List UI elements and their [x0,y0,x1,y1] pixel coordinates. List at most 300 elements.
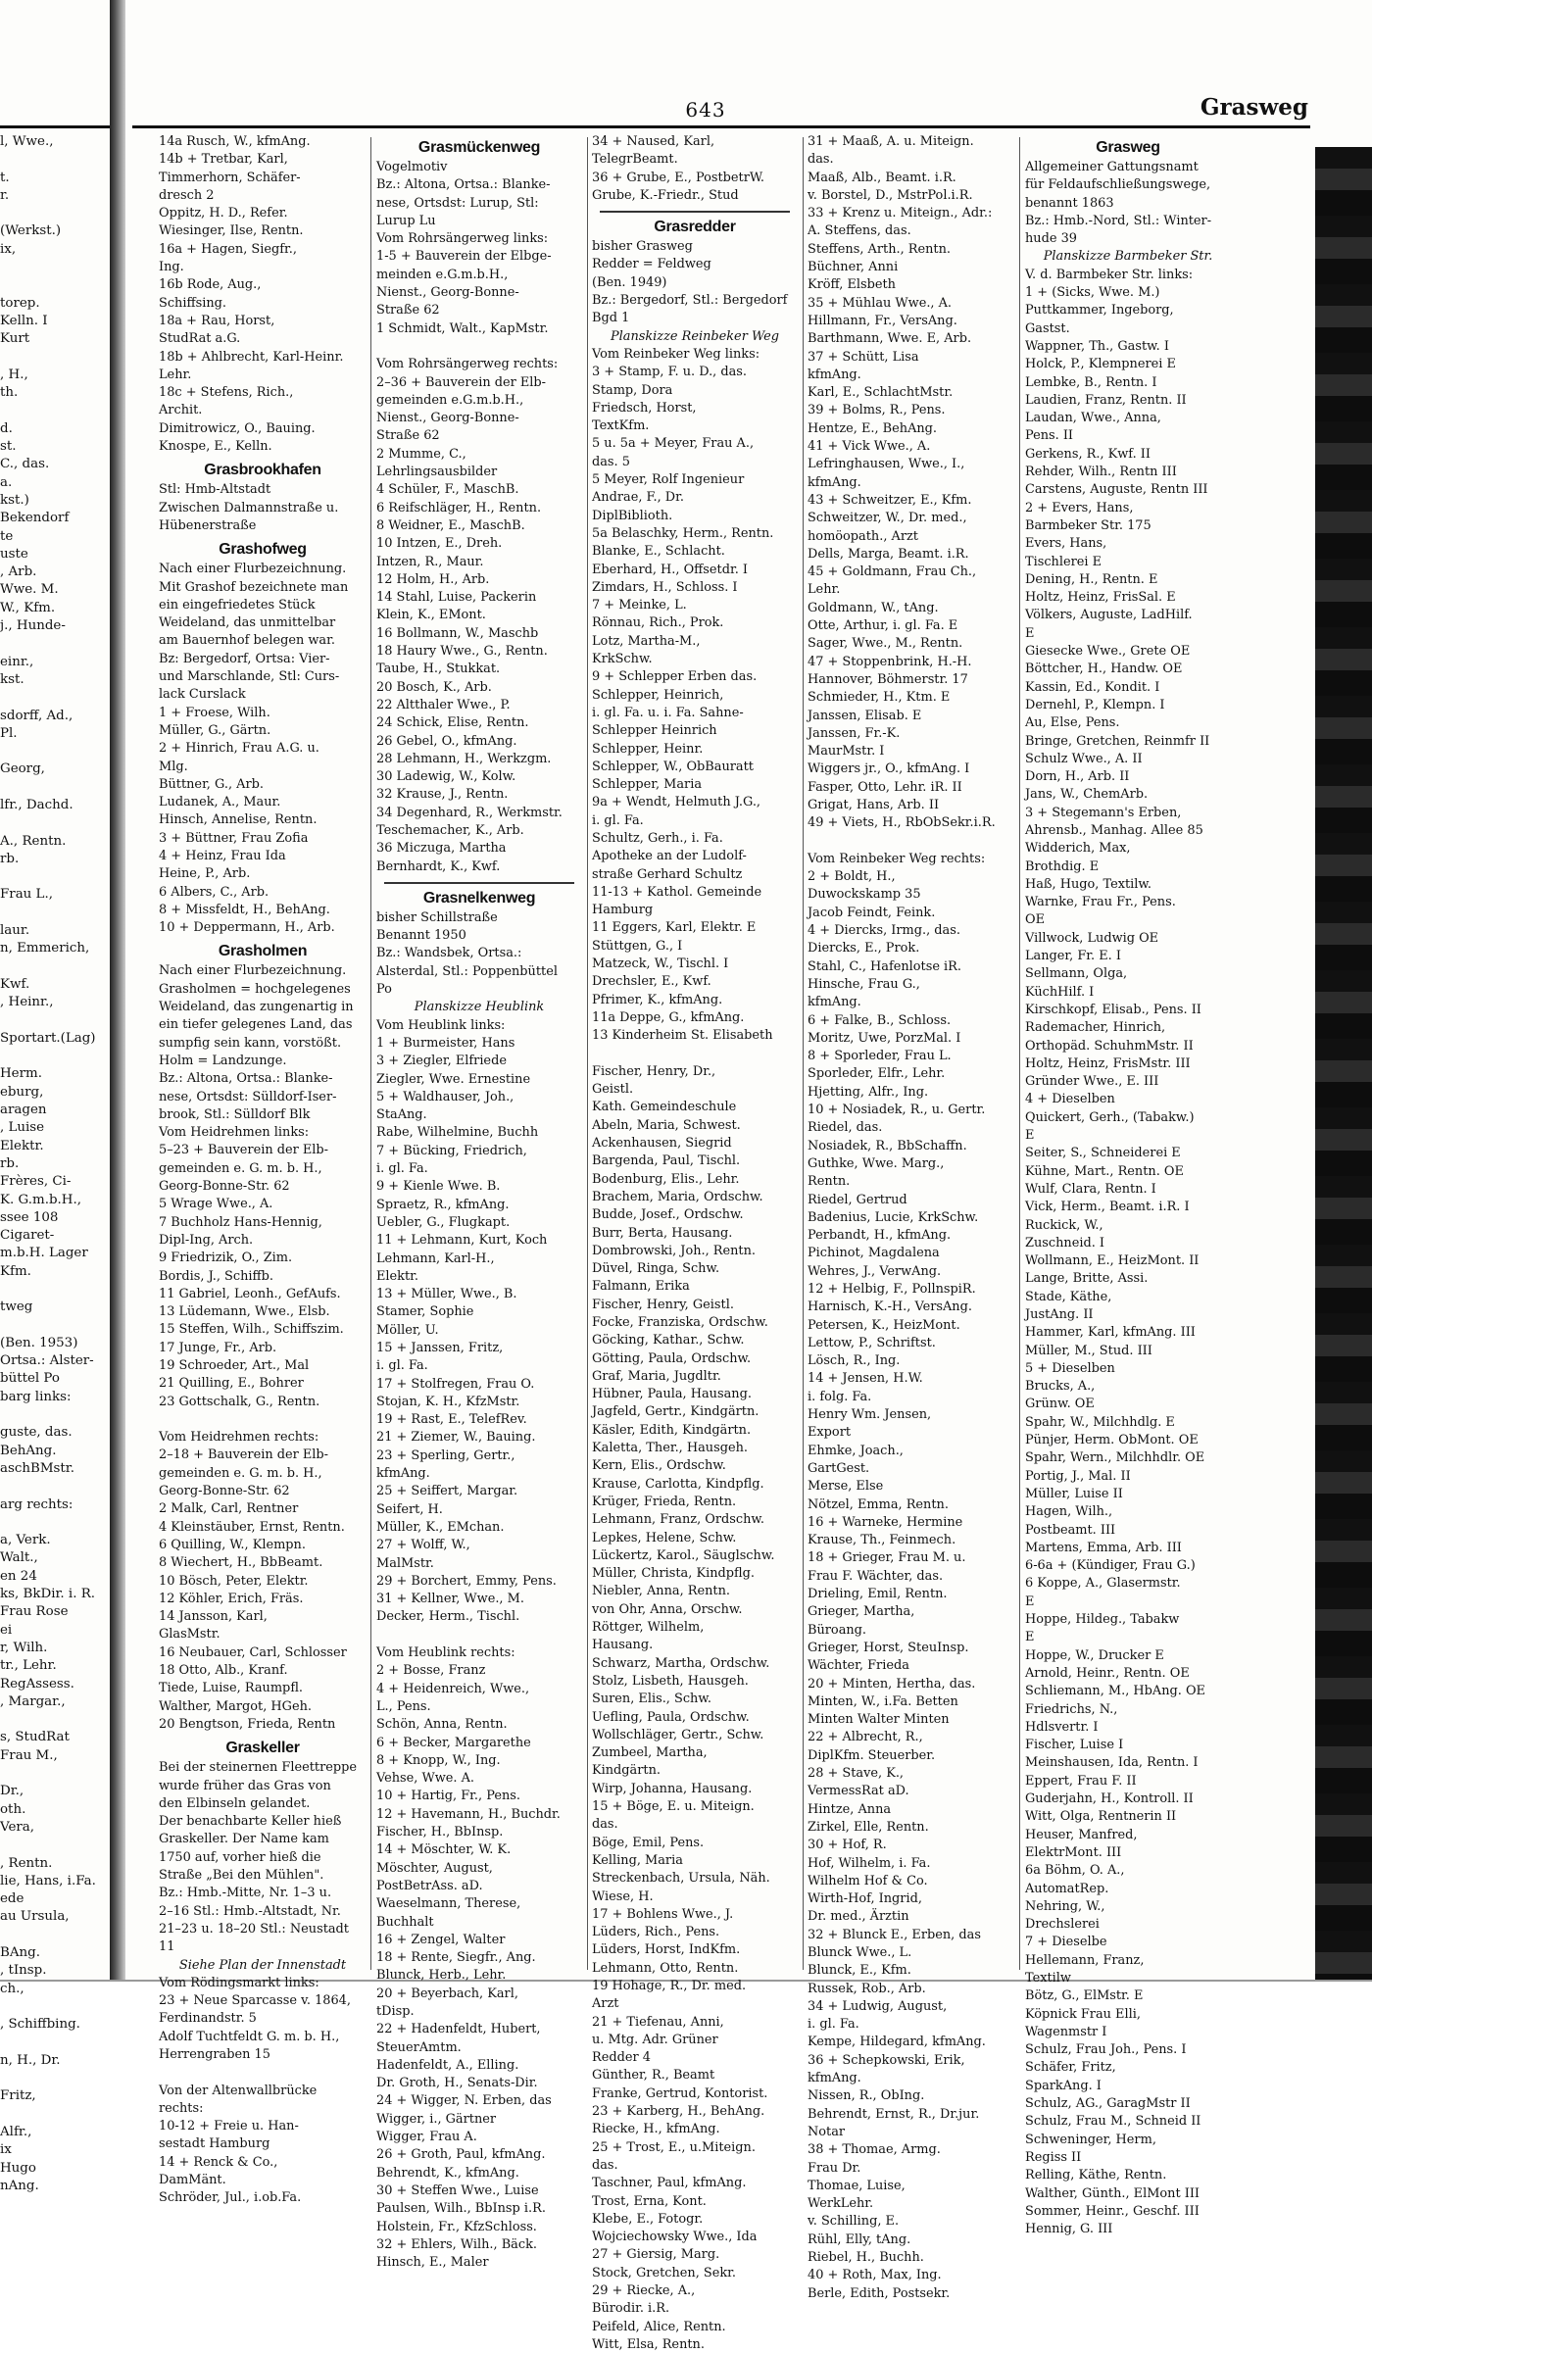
directory-entry-line: Böttcher, H., Handw. OE [1025,662,1183,677]
directory-entry-line: 17 Junge, Fr., Arb. [159,1340,277,1355]
directory-entry-line: SteuerAmtm. [376,2039,462,2055]
directory-entry-line: Hentze, E., BehAng. [808,420,938,436]
directory-entry-line: Müller, K., EMchan. [376,1519,505,1535]
left-fragment-line: , Schiffbing. [0,2017,80,2033]
directory-entry-line: Oppitz, H. D., Refer. [159,206,288,221]
directory-entry-line: Nehring, W., [1025,1898,1105,1914]
directory-entry-line: Nissen, R., ObIng. [808,2088,925,2104]
directory-entry-line: 13 Lüdemann, Wwe., Elsb. [159,1304,330,1320]
directory-entry-line: 24 + Wigger, N. Erben, das [376,2093,552,2109]
column-divider [587,137,588,1970]
directory-entry-line: Vom Heublink links: [376,1017,506,1033]
directory-entry-line: 22 + Hadenfeldt, Hubert, [376,2022,541,2037]
directory-entry-line: Hammer, Karl, kfmAng. III [1025,1325,1196,1341]
directory-entry-line: Witt, Elsa, Rentn. [592,2336,705,2352]
left-fragment-line: nAng. [0,2178,39,2193]
directory-entry-line: 19 Hohage, R., Dr. med. [592,1978,747,1993]
directory-entry-line: gemeinden e. G. m. b. H., [159,1160,322,1176]
directory-entry-line: Bz.: Altona, Ortsa.: Blanke- [159,1071,333,1087]
directory-entry-line: Herrengraben 15 [159,2046,270,2062]
directory-entry-line: 39 + Bolms, R., Pens. [808,403,946,418]
directory-entry-line: Riedel, Gertrud [808,1192,907,1207]
left-fragment-line [0,958,108,976]
directory-entry-line: 8 + Knopp, W., Ing. [376,1752,501,1768]
column-divider [803,137,804,1970]
directory-entry-line: 29 + Borchert, Emmy, Pens. [376,1573,557,1589]
directory-entry-line: GlasMstr. [159,1627,220,1643]
directory-entry-line: 21–23 u. 18–20 Stl.: Neustadt [159,1921,349,1937]
left-fragment-line: tweg [0,1300,33,1315]
directory-entry-line: Kern, Elis., Ordschw. [592,1458,726,1474]
directory-entry-line: StaAng. [376,1107,427,1123]
directory-entry-line: Wirp, Johanna, Hausang. [592,1781,753,1796]
directory-entry-line: Hausang. [592,1638,654,1653]
running-head: Grasweg [1200,94,1308,121]
directory-entry-line: 15 + Janssen, Fritz, [376,1341,504,1355]
directory-entry-line: Hjetting, Alfr., Ing. [808,1084,929,1100]
directory-entry-line: Hof, Wilhelm, i. Fa. [808,1855,931,1871]
directory-entry-line: 16b Rode, Aug., [159,277,262,293]
directory-entry-line: Dipl-Ing, Arch. [159,1232,254,1248]
left-fragment-line: guste, das. [0,1425,73,1441]
left-fragment-line: Hugo [0,2160,36,2176]
directory-entry-line: Adolf Tuchtfeldt G. m. b. H., [159,2029,340,2044]
directory-entry-line: Stock, Gretchen, Sekr. [592,2265,737,2280]
directory-entry-line: 6 Reifschläger, H., Rentn. [376,500,542,515]
directory-entry-line: Knospe, E., Kelln. [159,439,272,455]
directory-entry-line: Lepkes, Helene, Schw. [592,1530,737,1545]
directory-entry-line: Gründer Wwe., E. III [1025,1074,1159,1090]
left-fragment-line: büttel Po [0,1371,60,1387]
street-heading: Grasredder [654,219,736,236]
directory-entry-line: 15 + Böge, E. u. Miteign. [592,1799,755,1815]
directory-entry-line: Sellmann, Olga, [1025,966,1128,982]
directory-entry-line: rechts: [159,2100,204,2116]
directory-entry-line: 20 Bengtson, Frieda, Rentn [159,1716,336,1732]
directory-entry-line: Schliemann, M., HbAng. OE [1025,1684,1205,1699]
directory-entry-line: 20 + Beyerbach, Karl, [376,1986,518,2001]
left-fragment-line: eburg, [0,1084,44,1100]
directory-entry-line: Georg-Bonne-Str. 62 [159,1179,290,1195]
directory-entry-line: Heine, P., Arb. [159,866,251,882]
directory-entry-line: Lehr. [159,367,192,382]
left-fragment-line: BehAng. [0,1443,57,1458]
left-fragment-line [0,1012,108,1030]
directory-entry-line: Matzeck, W., Tischl. I [592,956,729,972]
left-fragment-line: lie, Hans, i.Fa. [0,1873,96,1888]
directory-entry-line: Zumbeel, Martha, [592,1745,708,1761]
directory-entry-line: 12 + Helbig, F., PollnspiR. [808,1282,976,1297]
left-fragment-line [0,743,108,760]
directory-entry-line: i. gl. Fa. [592,812,644,828]
left-fragment-line: oth. [0,1801,26,1817]
directory-entry-line: Hillmann, Fr., VersAng. [808,313,957,328]
directory-entry-line: i. gl. Fa. [808,2017,859,2033]
left-fragment-line: a, Verk. [0,1533,51,1548]
left-fragment-line [0,1514,108,1532]
directory-entry-line: Zimdars, H., Schloss. I [592,579,738,595]
directory-entry-line: nese, Ortsdst: Lurup, Stl: [376,195,539,211]
directory-entry-line: 14 + Renck & Co., [159,2154,278,2170]
directory-entry-line: Lehmann, Karl-H., [376,1251,495,1266]
directory-entry-line: Lefringhausen, Wwe., I., [808,457,965,472]
directory-entry-line: 4 + Diercks, Irmg., das. [808,923,960,939]
directory-entry-line: 25 + Trost, E., u.Miteign. [592,2139,756,2155]
directory-entry-line: Ludanek, A., Maur. [159,795,281,810]
left-fragment-line: te [0,528,14,544]
directory-entry-line: Karl, E., SchlachtMstr. [808,385,954,401]
directory-entry-line: Wirth-Hof, Ingrid, [808,1891,922,1907]
directory-entry-line: Hamburg [592,903,654,918]
directory-entry-line: 1-5 + Bauverein der Elbge- [376,249,552,265]
directory-entry-line: Vehse, Wwe. A. [376,1771,475,1787]
directory-entry-line: Dernehl, P., Klempn. I [1025,697,1165,712]
directory-entry-line: Schlepper, Heinrich, [592,687,724,703]
directory-entry-line: Intzen, R., Maur. [376,554,484,569]
directory-entry-line: Hellemann, Franz, [1025,1952,1145,1968]
directory-entry-line: Streckenbach, Ursula, Näh. [592,1871,770,1887]
directory-entry-line: Georg-Bonne-Str. 62 [159,1484,290,1499]
directory-entry-line: Schiffsing. [159,295,227,311]
left-fragment-line [0,689,108,707]
directory-entry-line: 6a Böhm, O. A., [1025,1863,1125,1879]
directory-entry-line: Warnke, Frau Fr., Pens. [1025,895,1176,910]
directory-entry-line: Stojan, K. H., KfzMstr. [376,1394,520,1409]
left-fragment-line: aschBMstr. [0,1460,74,1476]
directory-entry-line: Straße „Bei den Mühlen". [159,1868,324,1884]
directory-entry-line: ein eingefriedetes Stück [159,597,316,613]
directory-entry-line: i. gl. Fa. u. i. Fa. Sahne- [592,705,744,720]
street-heading: Grashofweg [219,541,307,559]
directory-entry-line: Allgemeiner Gattungsnamt [1025,160,1199,174]
directory-entry-line: Bz.: Hmb.-Nord, Stl.: Winter- [1025,213,1212,228]
directory-entry-line: 5 u. 5a + Meyer, Frau A., [592,436,755,452]
directory-entry-line: Bürodir. i.R. [592,2301,670,2317]
directory-entry-line: VermessRat aD. [808,1784,909,1799]
column-5 [1025,133,1231,2237]
directory-entry-line: Lückertz, Karol., Säuglschw. [592,1547,775,1563]
left-fragment-line: Kfm. [0,1263,31,1279]
directory-entry-line: 27 + Giersig, Marg. [592,2247,720,2263]
directory-entry-line: Zuschneid. I [1025,1235,1104,1251]
directory-entry-line: 11 + Lehmann, Kurt, Koch [376,1233,548,1249]
directory-entry-line: Dombrowski, Joh., Rentn. [592,1243,757,1258]
directory-entry-line: 6 Albers, C., Arb. [159,884,270,900]
directory-entry-line: Minten Walter Minten [808,1712,950,1728]
directory-entry-line: Elektr. [376,1268,418,1284]
directory-entry-line: 4 + Dieselben [1025,1092,1115,1107]
directory-entry-line: 11 Eggers, Karl, Elektr. E [592,920,757,936]
directory-entry-line: Bernhardt, K., Kwf. [376,858,501,874]
directory-entry-line: Ing. [159,260,184,275]
directory-entry-line: Wehres, J., VerwAng. [808,1263,942,1279]
directory-entry-line: Uefling, Paula, Ordschw. [592,1709,750,1725]
directory-entry-line: Abeln, Maria, Schwest. [592,1117,741,1133]
directory-entry-line: Portig, J., Mal. II [1025,1468,1131,1484]
directory-entry-line: Von der Altenwallbrücke [159,2083,318,2098]
directory-entry-line: 28 + Stave, K., [808,1766,905,1782]
directory-entry-line: 1 + Froese, Wilh. [159,705,270,720]
left-fragment-line: arg rechts: [0,1496,74,1512]
directory-entry-line: Stüttgen, G., I [592,938,683,954]
left-fragment-line: m.b.H. Lager [0,1246,88,1261]
directory-entry-line: 14 + Möschter, W. K. [376,1842,512,1858]
left-fragment-line: , Margar., [0,1693,66,1709]
directory-entry-line: 49 + Viets, H., RbObSekr.i.R. [808,815,996,831]
left-fragment-line [0,349,108,367]
directory-entry-line: Schulz, Frau M., Schneid II [1025,2114,1201,2130]
directory-entry-line: 18a + Rau, Horst, [159,313,275,328]
directory-entry-line: Stade, Käthe, [1025,1289,1112,1304]
directory-entry-line: Nienst., Georg-Bonne- [376,411,519,426]
directory-entry-line: Kröff, Elsbeth [808,277,896,293]
directory-entry-line: Schlepper, Heinr. [592,741,704,757]
left-fragment-line: sdorff, Ad., [0,708,74,723]
directory-entry-line: Spraetz, R., kfmAng. [376,1197,510,1212]
directory-entry-line: Stl: Hmb-Altstadt [159,482,271,498]
directory-entry-line: 14 Stahl, Luise, Packerin [376,590,537,606]
left-fragment-line [0,1478,108,1496]
directory-entry-line: Brothdig. E [1025,858,1100,874]
directory-entry-line: Kindgärtn. [592,1763,661,1779]
directory-entry-line: Müller, G., Gärtn. [159,722,271,738]
directory-entry-line: 19 Schroeder, Art., Mal [159,1358,310,1373]
left-fragment-line: r, Wilh. [0,1640,48,1655]
directory-entry-line: Grieger, Martha, [808,1604,915,1620]
directory-entry-line: Grube, K.-Friedr., Stud [592,187,739,203]
header-rule [132,125,1310,128]
directory-entry-line: Brucks, A., [1025,1379,1096,1395]
directory-entry-line: Lüders, Horst, IndKfm. [592,1942,741,1958]
directory-entry-line: Falmann, Erika [592,1279,690,1295]
directory-entry-line: Pfrimer, K., kfmAng. [592,992,723,1007]
directory-entry-line: Schlepper, Maria [592,777,703,793]
directory-entry-line: Nötzel, Emma, Rentn. [808,1496,949,1512]
directory-entry-line: Vom Rohrsängerweg rechts: [376,357,559,372]
directory-entry-line: das. [592,2157,618,2173]
directory-entry-line: 14b + Tretbar, Karl, [159,152,288,168]
directory-entry-line: straße Gerhard Schultz [592,866,743,882]
left-fragment-line [0,1837,108,1854]
directory-entry-line: Schweitzer, W., Dr. med., [808,511,967,526]
directory-entry-line: Wigger, i., Gärtner [376,2111,497,2127]
directory-entry-line: Wollschläger, Gertr., Schw. [592,1727,764,1742]
street-heading: Grasweg [1096,139,1160,156]
directory-entry-line: Der benachbarte Keller hieß [159,1814,342,1830]
directory-entry-line: Schlepper, W., ObBauratt [592,759,754,774]
directory-entry-line: Arzt [592,1996,619,2012]
directory-entry-line: Lurup Lu [376,213,436,228]
directory-entry-line: Bgd 1 [592,311,630,326]
directory-entry-line: 27 + Wolff, W., [376,1538,470,1553]
plan-reference: Planskizze Barmbeker Str. [1043,249,1213,265]
directory-entry-line: 43 + Schweitzer, E., Kfm. [808,492,972,508]
directory-entry-line: Sommer, Heinr., Geschf. III [1025,2203,1200,2219]
directory-entry-line: Quickert, Gerh., (Tabakw.) [1025,1109,1195,1125]
directory-entry-line: Lehmann, Franz, Ordschw. [592,1512,764,1528]
directory-entry-line: KüchHilf. I [1025,984,1095,1000]
left-fragment-line [0,2106,108,2124]
directory-entry-line: Barmbeker Str. 175 [1025,517,1152,533]
directory-entry-line: lack Curslack [159,687,246,703]
directory-entry-line: 6 + Becker, Margarethe [376,1735,531,1750]
directory-entry-line: 11-13 + Kathol. Gemeinde [592,884,762,900]
directory-entry-line: Pens. II [1025,428,1074,444]
directory-entry-line: Bodenburg, Elis., Lehr. [592,1171,740,1187]
directory-entry-line: 24 Schick, Elise, Rentn. [376,715,529,731]
directory-entry-line: 5 + Waldhauser, Joh., [376,1089,514,1104]
left-fragment-line [0,868,108,886]
directory-entry-line: 9 + Schlepper Erben das. [592,669,758,685]
directory-entry-line: 2–16 Stl.: Hmb.-Altstadt, Nr. [159,1903,341,1919]
directory-entry-line: Blunck Wwe., L. [808,1944,912,1960]
directory-entry-line: meinden e.G.m.b.H., [376,267,509,282]
directory-entry-line: Käsler, Edith, Kindgärtn. [592,1422,752,1438]
directory-entry-line: 29 + Riecke, A., [592,2283,696,2299]
directory-entry-line: Ahrensb., Manhag. Allee 85 [1025,822,1203,838]
directory-entry-line: 1 Schmidt, Walt., KapMstr. [376,320,549,336]
left-fragment-line: Wwe. M. [0,582,59,598]
directory-entry-line: Kühne, Mart., Rentn. OE [1025,1163,1184,1179]
left-fragment-line [0,1998,108,2016]
directory-entry-line: Lehrlingsausbilder [376,465,498,480]
directory-entry-line: nese, Ortsdst: Sülldorf-Iser- [159,1089,337,1104]
left-fragment-line: s, StudRat [0,1730,70,1745]
directory-entry-line: Drechsler, E., Kwf. [592,974,711,990]
directory-entry-line: Notar [808,2124,846,2139]
directory-entry-line: 36 + Grube, E., PostbetrW. [592,170,764,185]
directory-entry-line: 32 Krause, J., Rentn. [376,787,509,803]
directory-entry-line: u. Mtg. Adr. Grüner [592,2032,718,2047]
directory-entry-line: Bei der steinernen Fleettreppe [159,1760,358,1776]
directory-entry-line: Blunck, E., Kfm. [808,1963,911,1979]
directory-entry-line: 10-12 + Freie u. Han- [159,2119,299,2134]
directory-entry-line: Riedel, das. [808,1120,883,1136]
directory-entry-line: Nosiadek, R., BbSchaffn. [808,1138,967,1153]
street-heading: Grasholmen [218,943,308,960]
directory-entry-line: Wiggers jr., O., kfmAng. I [808,761,970,777]
directory-entry-line: 8 + Sporleder, Frau L. [808,1049,952,1064]
directory-entry-line: Brachem, Maria, Ordschw. [592,1189,763,1204]
directory-entry-line: Duwockskamp 35 [808,887,921,903]
directory-entry-line: Düvel, Ringa, Schw. [592,1261,720,1277]
directory-entry-line: StudRat a.G. [159,331,241,347]
directory-entry-line: 12 + Havemann, H., Buchdr. [376,1806,561,1822]
directory-entry-line: Lange, Britte, Assi. [1025,1271,1149,1287]
directory-entry-line: Müller, M., Stud. III [1025,1343,1152,1358]
left-fragment-line [0,205,108,222]
left-fragment-line [0,1711,108,1729]
directory-entry-line: 3 + Stegemann's Erben, [1025,805,1182,820]
directory-entry-line: Fischer, H., BbInsp. [376,1825,504,1840]
directory-entry-line: Vom Rohrsängerweg links: [376,231,549,247]
directory-entry-line: 1 + (Sicks, Wwe. M.) [1025,285,1160,301]
directory-entry-line: Dells, Marga, Beamt. i.R. [808,546,969,562]
directory-entry-line: 28 Lehmann, H., Werkzgm. [376,751,552,766]
left-fragment-line [0,151,108,169]
directory-entry-line: Sager, Wwe., M., Rentn. [808,636,963,652]
directory-entry-line: 36 Miczuga, Martha [376,841,507,857]
left-fragment-line: torep. [0,295,40,311]
directory-entry-line: Lüders, Rich., Pens. [592,1925,720,1940]
directory-entry-line: Schweninger, Herm, [1025,2132,1156,2147]
directory-entry-line: Trost, Erna, Kont. [592,2193,707,2209]
directory-entry-line: Fischer, Henry, Dr., [592,1063,716,1079]
left-fragment-line: einr., [0,654,34,669]
left-page-header-rule [0,125,110,128]
directory-entry-line: 2 + Hinrich, Frau A.G. u. [159,741,319,757]
left-fragment-line: aragen [0,1103,47,1118]
directory-entry-line: Pichinot, Magdalena [808,1246,940,1261]
directory-entry-line: Redder = Feldweg [592,257,711,272]
directory-entry-line: Schröder, Jul., i.ob.Fa. [159,2190,302,2206]
directory-entry-line: 38 + Thomae, Armg. [808,2142,941,2158]
directory-entry-line: Wojciechowsky Wwe., Ida [592,2230,758,2245]
column-1 [159,133,367,2206]
directory-entry-line: Büroang. [808,1622,867,1638]
left-fragment-line [0,2070,108,2087]
directory-entry-line: 3 + Ziegler, Elfriede [376,1054,507,1069]
directory-entry-line: 9 Friedrizik, O., Zim. [159,1251,293,1266]
directory-entry-line: i. gl. Fa. [376,1358,428,1374]
directory-entry-line: 36 + Schepkowski, Erik, [808,2052,965,2068]
left-fragment-line: Georg, [0,761,45,777]
directory-entry-line: Klebe, E., Fotogr. [592,2211,704,2227]
section-separator [600,211,790,213]
left-fragment-line: (Ben. 1953) [0,1335,78,1350]
directory-entry-line: 18b + Ahlbrecht, Karl-Heinr. [159,349,344,365]
directory-entry-line: 5 Wrage Wwe., A. [159,1197,273,1212]
directory-entry-line: 17 + Stolfregen, Frau O. [376,1376,535,1392]
directory-entry-line: Hoppe, W., Drucker E [1025,1647,1164,1663]
left-fragment-line: Bekendorf [0,511,70,526]
directory-entry-line: 12 Köhler, Erich, Fräs. [159,1591,304,1606]
directory-entry-line: Hübenerstraße [159,517,257,533]
directory-entry-line: Wiesinger, Ilse, Rentn. [159,223,304,239]
directory-entry-line: 18 + Grieger, Frau M. u. [808,1550,966,1566]
directory-entry-line: Buchhalt [376,1914,434,1930]
directory-entry-line: Geistl. [592,1082,634,1098]
directory-entry-line: 33 + Krenz u. Miteign., Adr.: [808,206,993,221]
directory-entry-line: 10 + Nosiadek, R., u. Gertr. [808,1103,986,1118]
directory-entry-line: Teschemacher, K., Arb. [376,822,524,838]
directory-entry-line: Seiter, S., Schneiderei E [1025,1146,1181,1161]
directory-entry-line: Nach einer Flurbezeichnung. [159,963,347,979]
directory-entry-line: Vom Heidrehmen rechts: [159,1430,319,1446]
plan-reference: Siehe Plan der Innenstadt [178,1957,347,1973]
left-fragment-line [0,905,108,922]
directory-entry-line: Harnisch, K.-H., VersAng. [808,1300,972,1315]
directory-entry-line: DiplBiblioth. [592,508,673,523]
directory-entry-line: Langer, Fr. E. I [1025,949,1121,964]
directory-entry-line: Henry Wm. Jensen, [808,1407,932,1423]
directory-entry-line: 12 Holm, H., Arb. [376,571,490,587]
street-heading: Grasmückenweg [417,139,541,156]
directory-entry-line: Lettow, P., Schriftst. [808,1335,936,1350]
street-heading: Grasbrookhafen [204,462,321,479]
directory-entry-line: 5 Meyer, Rolf Ingenieur [592,472,745,488]
directory-entry-line: Spahr, Wern., Milchhdlr. OE [1025,1450,1205,1466]
left-fragment-line [0,1765,108,1783]
directory-entry-line: Decker, Herm., Tischl. [376,1609,520,1625]
directory-entry-line [592,1046,798,1063]
left-fragment-line: Kwf. [0,976,30,992]
directory-entry-line: Maaß, Alb., Beamt. i.R. [808,170,956,185]
directory-entry-line: Schulz Wwe., A. II [1025,751,1143,766]
directory-entry-line: Bötz, G., ElMstr. E [1025,1988,1144,2004]
left-fragment-line: A., Rentn. [0,833,67,849]
directory-entry-line: Holtz, Heinz, FrisMstr. III [1025,1055,1191,1071]
